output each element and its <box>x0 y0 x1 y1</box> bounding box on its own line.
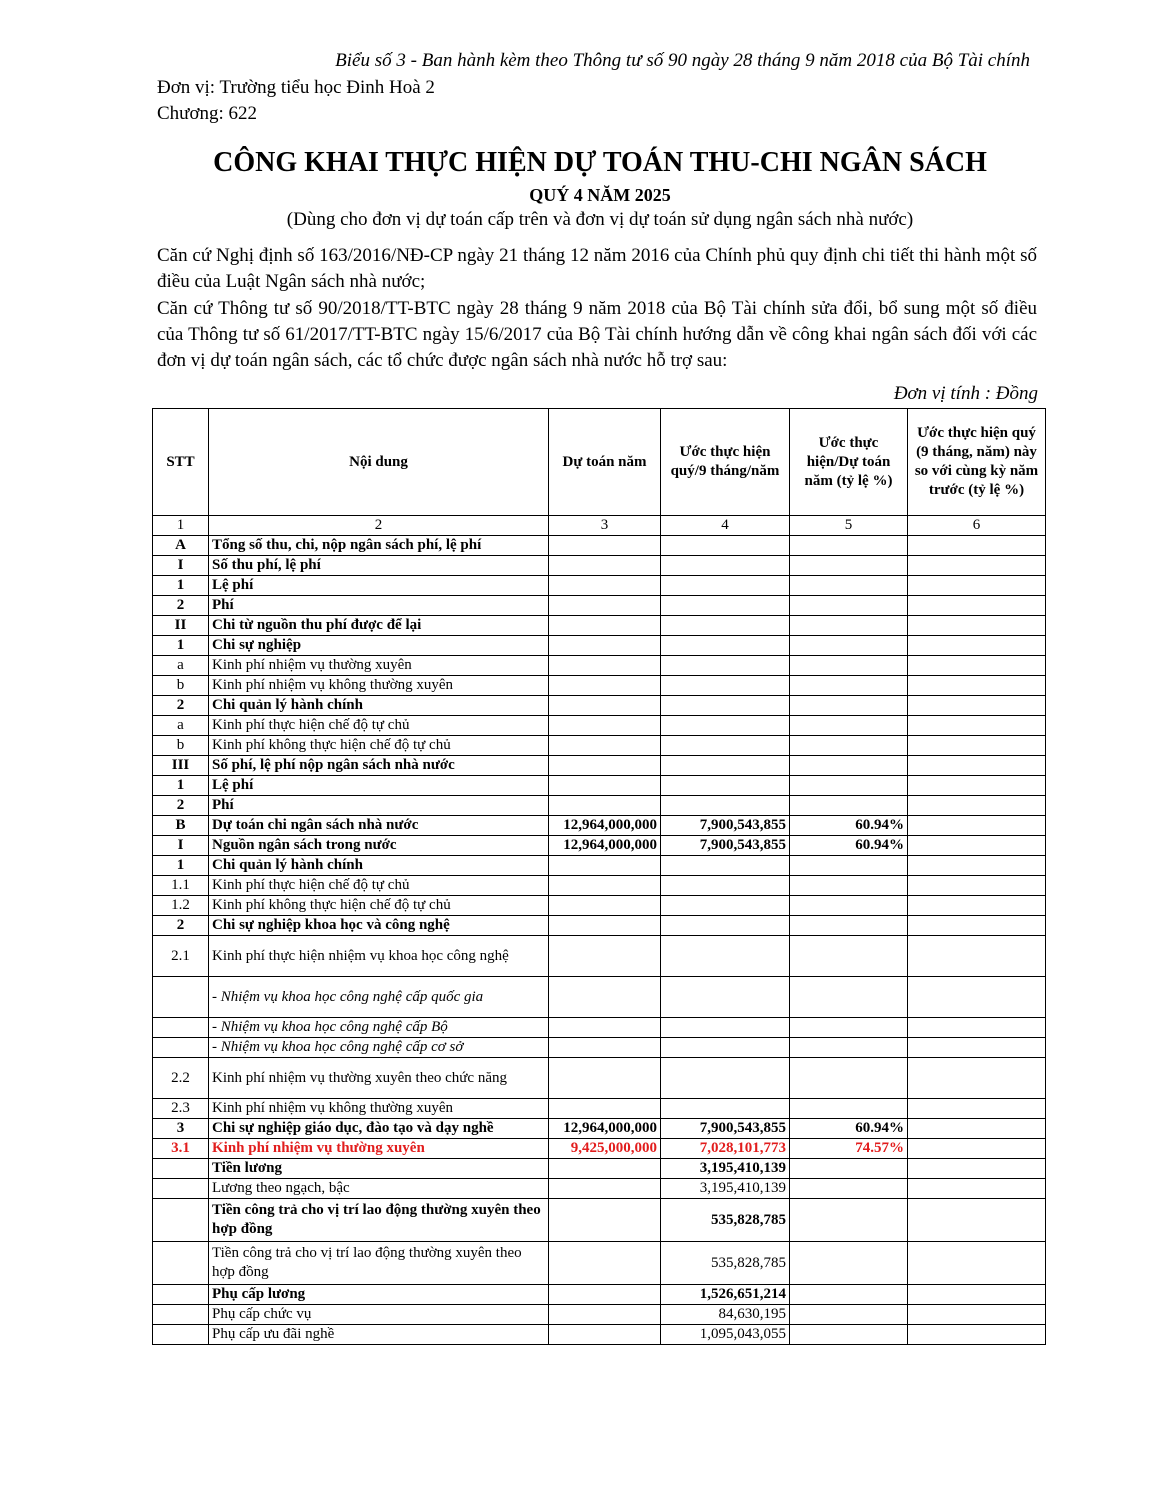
table-row <box>153 796 1046 816</box>
row-ratio: 60.94% <box>790 816 908 836</box>
row-budget <box>549 876 661 896</box>
row-content: Phụ cấp chức vụ <box>209 1305 549 1325</box>
row-actual: 7,900,543,855 <box>661 816 790 836</box>
row-actual <box>661 656 790 676</box>
row-ratio <box>790 556 908 576</box>
row-ratio <box>790 736 908 756</box>
row-actual <box>661 676 790 696</box>
table-row <box>153 736 1046 756</box>
row-budget <box>549 716 661 736</box>
row-stt: 1.1 <box>153 876 209 896</box>
row-content: Kinh phí nhiệm vụ thường xuyên <box>209 656 549 676</box>
row-yoy <box>908 696 1046 716</box>
row-ratio <box>790 936 908 977</box>
table-row <box>153 696 1046 716</box>
row-yoy <box>908 1018 1046 1038</box>
header-stt: STT <box>153 409 209 516</box>
row-budget: 12,964,000,000 <box>549 836 661 856</box>
table-row <box>153 1242 1046 1285</box>
row-yoy <box>908 1305 1046 1325</box>
row-content: - Nhiệm vụ khoa học công nghệ cấp Bộ <box>209 1018 549 1038</box>
row-stt: 2 <box>153 796 209 816</box>
row-stt: 2.2 <box>153 1058 209 1099</box>
row-yoy <box>908 716 1046 736</box>
row-ratio <box>790 1285 908 1305</box>
table-row <box>153 636 1046 656</box>
table-row <box>153 1139 1046 1159</box>
col-number: 5 <box>790 516 908 536</box>
row-stt: 2.3 <box>153 1099 209 1119</box>
legal-basis-1: Căn cứ Nghị định số 163/2016/NĐ-CP ngày 21 tháng 12 năm 2016 của Chính phủ quy định chi tiết thi hành một số điều của Luật Ngân sách nhà nước; <box>157 245 1037 292</box>
row-budget <box>549 1305 661 1325</box>
row-ratio <box>790 796 908 816</box>
row-ratio: 74.57% <box>790 1139 908 1159</box>
row-actual <box>661 536 790 556</box>
row-budget <box>549 736 661 756</box>
row-content: - Nhiệm vụ khoa học công nghệ cấp cơ sở <box>209 1038 549 1058</box>
row-stt: II <box>153 616 209 636</box>
row-actual: 1,095,043,055 <box>661 1325 790 1345</box>
row-stt <box>153 1305 209 1325</box>
row-ratio <box>790 1058 908 1099</box>
row-content: Phí <box>209 796 549 816</box>
row-actual <box>661 756 790 776</box>
row-yoy <box>908 1199 1046 1242</box>
row-yoy <box>908 636 1046 656</box>
row-ratio <box>790 536 908 556</box>
row-content: Kinh phí không thực hiện chế độ tự chủ <box>209 736 549 756</box>
row-budget <box>549 596 661 616</box>
row-actual: 1,526,651,214 <box>661 1285 790 1305</box>
table-row <box>153 1159 1046 1179</box>
row-yoy <box>908 556 1046 576</box>
row-actual <box>661 1058 790 1099</box>
row-ratio <box>790 696 908 716</box>
row-yoy <box>908 1139 1046 1159</box>
row-yoy <box>908 1179 1046 1199</box>
table-row <box>153 896 1046 916</box>
row-stt: 1 <box>153 636 209 656</box>
table-row <box>153 816 1046 836</box>
table-row <box>153 576 1046 596</box>
row-content: Chi sự nghiệp khoa học và công nghệ <box>209 916 549 936</box>
row-budget <box>549 896 661 916</box>
row-stt: 2 <box>153 916 209 936</box>
row-stt <box>153 1285 209 1305</box>
row-budget <box>549 1179 661 1199</box>
row-ratio: 60.94% <box>790 836 908 856</box>
row-ratio: 60.94% <box>790 1119 908 1139</box>
row-stt: B <box>153 816 209 836</box>
row-ratio <box>790 1242 908 1285</box>
row-yoy <box>908 936 1046 977</box>
row-budget: 9,425,000,000 <box>549 1139 661 1159</box>
row-ratio <box>790 1325 908 1345</box>
row-budget <box>549 1159 661 1179</box>
row-yoy <box>908 896 1046 916</box>
row-budget <box>549 1199 661 1242</box>
row-yoy <box>908 1119 1046 1139</box>
row-yoy <box>908 676 1046 696</box>
row-content: Phí <box>209 596 549 616</box>
row-budget <box>549 796 661 816</box>
row-yoy <box>908 876 1046 896</box>
row-content: Chi quản lý hành chính <box>209 696 549 716</box>
budget-table <box>152 408 1046 1345</box>
row-ratio <box>790 1199 908 1242</box>
table-row <box>153 1199 1046 1242</box>
row-stt <box>153 1199 209 1242</box>
row-content: Kinh phí nhiệm vụ không thường xuyên <box>209 676 549 696</box>
row-content: Chi sự nghiệp giáo dục, đào tạo và dạy nghề <box>209 1119 549 1139</box>
row-budget <box>549 656 661 676</box>
row-ratio <box>790 576 908 596</box>
row-yoy <box>908 656 1046 676</box>
table-row <box>153 1038 1046 1058</box>
row-yoy <box>908 1099 1046 1119</box>
table-row <box>153 1058 1046 1099</box>
row-ratio <box>790 876 908 896</box>
table-row <box>153 776 1046 796</box>
table-row <box>153 977 1046 1018</box>
row-budget <box>549 1018 661 1038</box>
row-yoy <box>908 756 1046 776</box>
row-ratio <box>790 1305 908 1325</box>
row-stt: A <box>153 536 209 556</box>
row-budget <box>549 1285 661 1305</box>
row-ratio <box>790 896 908 916</box>
row-yoy <box>908 576 1046 596</box>
row-stt: b <box>153 676 209 696</box>
row-content: Lệ phí <box>209 576 549 596</box>
row-ratio <box>790 716 908 736</box>
row-yoy <box>908 776 1046 796</box>
row-actual <box>661 977 790 1018</box>
usage-note: (Dùng cho đơn vị dự toán cấp trên và đơn vị dự toán sử dụng ngân sách nhà nước) <box>286 209 914 230</box>
row-stt: 1 <box>153 856 209 876</box>
row-actual <box>661 936 790 977</box>
table-row <box>153 876 1046 896</box>
row-stt: I <box>153 556 209 576</box>
row-yoy <box>908 796 1046 816</box>
row-content: Kinh phí không thực hiện chế độ tự chủ <box>209 896 549 916</box>
col-number: 4 <box>661 516 790 536</box>
row-stt: 1 <box>153 576 209 596</box>
row-content: Chi từ nguồn thu phí được để lại <box>209 616 549 636</box>
row-content: Kinh phí nhiệm vụ thường xuyên <box>209 1139 549 1159</box>
row-ratio <box>790 916 908 936</box>
row-stt: a <box>153 656 209 676</box>
row-stt <box>153 1018 209 1038</box>
row-stt: 1.2 <box>153 896 209 916</box>
row-ratio <box>790 1179 908 1199</box>
row-yoy <box>908 536 1046 556</box>
row-budget <box>549 536 661 556</box>
row-budget <box>549 1058 661 1099</box>
row-budget <box>549 1242 661 1285</box>
table-row <box>153 536 1046 556</box>
row-stt: 3.1 <box>153 1139 209 1159</box>
table-row <box>153 1325 1046 1345</box>
row-actual <box>661 596 790 616</box>
row-yoy <box>908 1285 1046 1305</box>
row-ratio <box>790 977 908 1018</box>
row-content: Tổng số thu, chi, nộp ngân sách phí, lệ phí <box>209 536 549 556</box>
table-row <box>153 836 1046 856</box>
row-yoy <box>908 1325 1046 1345</box>
row-stt: III <box>153 756 209 776</box>
legal-basis-2: Căn cứ Thông tư số 90/2018/TT-BTC ngày 28 tháng 9 năm 2018 của Bộ Tài chính sửa đổi, bổ sung một số điều của Thông tư số 61/2017/TT-BTC ngày 15/6/2017 của Bộ Tài chính hướng dẫn về công khai ngân sách đối với các đơn vị dự toán ngân sách, các tổ chức được ngân sách nhà nước hỗ trợ sau: <box>157 298 1037 371</box>
table-row <box>153 656 1046 676</box>
row-content: Tiền công trả cho vị trí lao động thường xuyên theo hợp đồng <box>209 1242 549 1285</box>
row-content: Chi sự nghiệp <box>209 636 549 656</box>
row-content: - Nhiệm vụ khoa học công nghệ cấp quốc gia <box>209 977 549 1018</box>
table-row <box>153 936 1046 977</box>
row-budget <box>549 616 661 636</box>
table-row <box>153 756 1046 776</box>
row-yoy <box>908 616 1046 636</box>
col-number: 2 <box>209 516 549 536</box>
row-ratio <box>790 596 908 616</box>
row-actual <box>661 916 790 936</box>
row-ratio <box>790 676 908 696</box>
row-stt: b <box>153 736 209 756</box>
row-actual: 7,900,543,855 <box>661 836 790 856</box>
row-stt <box>153 977 209 1018</box>
row-budget <box>549 977 661 1018</box>
row-actual <box>661 796 790 816</box>
row-stt <box>153 1325 209 1345</box>
header-content: Nội dung <box>209 409 549 516</box>
row-actual <box>661 696 790 716</box>
row-yoy <box>908 736 1046 756</box>
table-row <box>153 616 1046 636</box>
row-content: Dự toán chi ngân sách nhà nước <box>209 816 549 836</box>
row-stt: a <box>153 716 209 736</box>
row-budget <box>549 1038 661 1058</box>
row-yoy <box>908 1159 1046 1179</box>
table-row <box>153 856 1046 876</box>
table-row <box>153 916 1046 936</box>
row-stt: 2.1 <box>153 936 209 977</box>
row-actual <box>661 896 790 916</box>
row-budget <box>549 936 661 977</box>
col-number: 1 <box>153 516 209 536</box>
row-actual <box>661 776 790 796</box>
row-budget <box>549 856 661 876</box>
col-number: 6 <box>908 516 1046 536</box>
row-yoy <box>908 816 1046 836</box>
row-content: Kinh phí thực hiện chế độ tự chủ <box>209 716 549 736</box>
row-yoy <box>908 856 1046 876</box>
row-stt <box>153 1159 209 1179</box>
row-ratio <box>790 656 908 676</box>
row-yoy <box>908 836 1046 856</box>
row-budget <box>549 1325 661 1345</box>
row-budget <box>549 556 661 576</box>
page-title: CÔNG KHAI THỰC HIỆN DỰ TOÁN THU-CHI NGÂN SÁCH <box>213 147 987 178</box>
row-ratio <box>790 1099 908 1119</box>
table-row <box>153 596 1046 616</box>
row-stt <box>153 1038 209 1058</box>
row-ratio <box>790 1038 908 1058</box>
row-actual: 535,828,785 <box>661 1199 790 1242</box>
row-actual <box>661 636 790 656</box>
row-yoy <box>908 1038 1046 1058</box>
table-row <box>153 1018 1046 1038</box>
row-actual: 7,900,543,855 <box>661 1119 790 1139</box>
column-number-row <box>153 516 1046 536</box>
page-subtitle: QUÝ 4 NĂM 2025 <box>529 185 671 205</box>
row-ratio <box>790 856 908 876</box>
table-row <box>153 556 1046 576</box>
row-yoy <box>908 977 1046 1018</box>
row-actual: 3,195,410,139 <box>661 1159 790 1179</box>
row-content: Số phí, lệ phí nộp ngân sách nhà nước <box>209 756 549 776</box>
row-yoy <box>908 1242 1046 1285</box>
header-estimated-actual: Ước thực hiện quý/9 tháng/năm <box>661 409 790 516</box>
row-stt: 2 <box>153 596 209 616</box>
chapter-code: Chương: 622 <box>157 103 258 124</box>
row-content: Nguồn ngân sách trong nước <box>209 836 549 856</box>
unit-name: Đơn vị: Trường tiểu học Đinh Hoà 2 <box>157 77 435 98</box>
row-stt: 1 <box>153 776 209 796</box>
table-row <box>153 676 1046 696</box>
row-stt: 3 <box>153 1119 209 1139</box>
row-content: Lương theo ngạch, bậc <box>209 1179 549 1199</box>
row-ratio <box>790 616 908 636</box>
table-row <box>153 1179 1046 1199</box>
table-row <box>153 1119 1046 1139</box>
row-content: Chi quản lý hành chính <box>209 856 549 876</box>
col-number: 3 <box>549 516 661 536</box>
row-actual: 84,630,195 <box>661 1305 790 1325</box>
row-budget <box>549 916 661 936</box>
row-content: Kinh phí nhiệm vụ không thường xuyên <box>209 1099 549 1119</box>
row-budget <box>549 776 661 796</box>
row-ratio <box>790 636 908 656</box>
row-actual <box>661 876 790 896</box>
row-content: Lệ phí <box>209 776 549 796</box>
row-budget <box>549 636 661 656</box>
row-budget <box>549 576 661 596</box>
row-yoy <box>908 916 1046 936</box>
row-budget <box>549 1099 661 1119</box>
table-row <box>153 1305 1046 1325</box>
row-actual <box>661 716 790 736</box>
header-ratio: Ước thực hiện/Dự toán năm (tỷ lệ %) <box>790 409 908 516</box>
row-content: Kinh phí thực hiện chế độ tự chủ <box>209 876 549 896</box>
row-stt: I <box>153 836 209 856</box>
row-content: Phụ cấp ưu đãi nghề <box>209 1325 549 1345</box>
row-actual <box>661 856 790 876</box>
row-actual: 7,028,101,773 <box>661 1139 790 1159</box>
row-budget: 12,964,000,000 <box>549 816 661 836</box>
row-content: Kinh phí thực hiện nhiệm vụ khoa học công nghệ <box>209 936 549 977</box>
row-actual <box>661 1038 790 1058</box>
row-content: Tiền lương <box>209 1159 549 1179</box>
currency-unit-note: Đơn vị tính : Đồng <box>893 383 1038 404</box>
row-actual <box>661 616 790 636</box>
row-content: Kinh phí nhiệm vụ thường xuyên theo chức năng <box>209 1058 549 1099</box>
table-row <box>153 1285 1046 1305</box>
row-ratio <box>790 776 908 796</box>
row-budget: 12,964,000,000 <box>549 1119 661 1139</box>
row-budget <box>549 676 661 696</box>
row-yoy <box>908 1058 1046 1099</box>
row-actual: 535,828,785 <box>661 1242 790 1285</box>
table-header-row <box>153 409 1046 516</box>
row-actual <box>661 736 790 756</box>
row-actual <box>661 576 790 596</box>
header-annual-budget: Dự toán năm <box>549 409 661 516</box>
form-note: Biểu số 3 - Ban hành kèm theo Thông tư số 90 ngày 28 tháng 9 năm 2018 của Bộ Tài chính <box>335 50 1030 71</box>
row-yoy <box>908 596 1046 616</box>
row-actual: 3,195,410,139 <box>661 1179 790 1199</box>
row-stt: 2 <box>153 696 209 716</box>
row-ratio <box>790 1159 908 1179</box>
row-content: Tiền công trả cho vị trí lao động thường xuyên theo hợp đồng <box>209 1199 549 1242</box>
row-stt <box>153 1242 209 1285</box>
row-actual <box>661 1018 790 1038</box>
row-budget <box>549 696 661 716</box>
row-content: Số thu phí, lệ phí <box>209 556 549 576</box>
header-yoy: Ước thực hiện quý (9 tháng, năm) này so với cùng kỳ năm trước (tỷ lệ %) <box>908 409 1046 516</box>
row-content: Phụ cấp lương <box>209 1285 549 1305</box>
row-ratio <box>790 1018 908 1038</box>
table-row <box>153 716 1046 736</box>
row-actual <box>661 556 790 576</box>
row-budget <box>549 756 661 776</box>
row-actual <box>661 1099 790 1119</box>
row-ratio <box>790 756 908 776</box>
table-row <box>153 1099 1046 1119</box>
row-stt <box>153 1179 209 1199</box>
